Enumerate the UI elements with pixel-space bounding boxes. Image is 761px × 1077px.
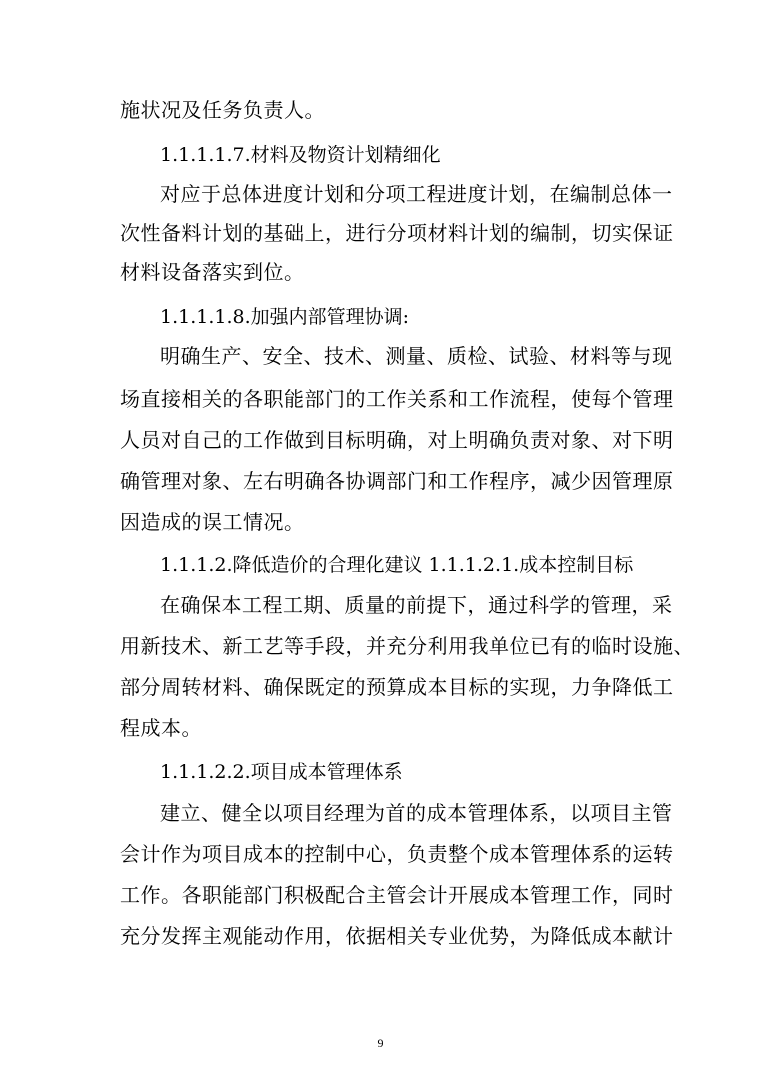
paragraph-line: 因造成的误工情况。: [120, 510, 305, 534]
page-number: 9: [377, 1036, 384, 1050]
paragraph-line: 工作。各职能部门积极配合主管会计开展成本管理工作，同时: [120, 883, 674, 907]
paragraph-line: 会计作为项目成本的控制中心，负责整个成本管理体系的运转: [120, 842, 674, 866]
paragraph-line: 施状况及任务负责人。: [120, 98, 325, 122]
section-heading: 1.1.1.1.8.加强内部管理协调:: [160, 306, 410, 328]
paragraph-line: 在确保本工程工期、质量的前提下，通过科学的管理，采: [160, 593, 673, 617]
paragraph-line: 明确生产、安全、技术、测量、质检、试验、材料等与现: [160, 344, 673, 368]
paragraph-line: 用新技术、新工艺等手段，并充分利用我单位已有的临时设施、: [120, 634, 694, 658]
paragraph-line: 人员对自己的工作做到目标明确，对上明确负责对象、对下明: [120, 428, 674, 452]
paragraph-line: 场直接相关的各职能部门的工作关系和工作流程，使每个管理: [120, 387, 674, 411]
paragraph-line: 材料设备落实到位。: [120, 260, 305, 284]
section-heading: 1.1.1.2.2.项目成本管理体系: [160, 761, 403, 783]
paragraph-line: 充分发挥主观能动作用，依据相关专业优势，为降低成本献计: [120, 924, 674, 948]
paragraph-line: 对应于总体进度计划和分项工程进度计划，在编制总体一: [160, 182, 673, 206]
paragraph-line: 建立、健全以项目经理为首的成本管理体系，以项目主管: [160, 801, 673, 825]
paragraph-line: 确管理对象、左右明确各协调部门和工作程序，减少因管理原: [120, 469, 674, 493]
paragraph-line: 次性备料计划的基础上，进行分项材料计划的编制，切实保证: [120, 221, 674, 245]
section-heading: 1.1.1.2.降低造价的合理化建议 1.1.1.2.1.成本控制目标: [160, 554, 634, 576]
paragraph-line: 程成本。: [120, 716, 202, 740]
section-heading: 1.1.1.1.7.材料及物资计划精细化: [160, 144, 441, 166]
paragraph-line: 部分周转材料、确保既定的预算成本目标的实现，力争降低工: [120, 675, 674, 699]
